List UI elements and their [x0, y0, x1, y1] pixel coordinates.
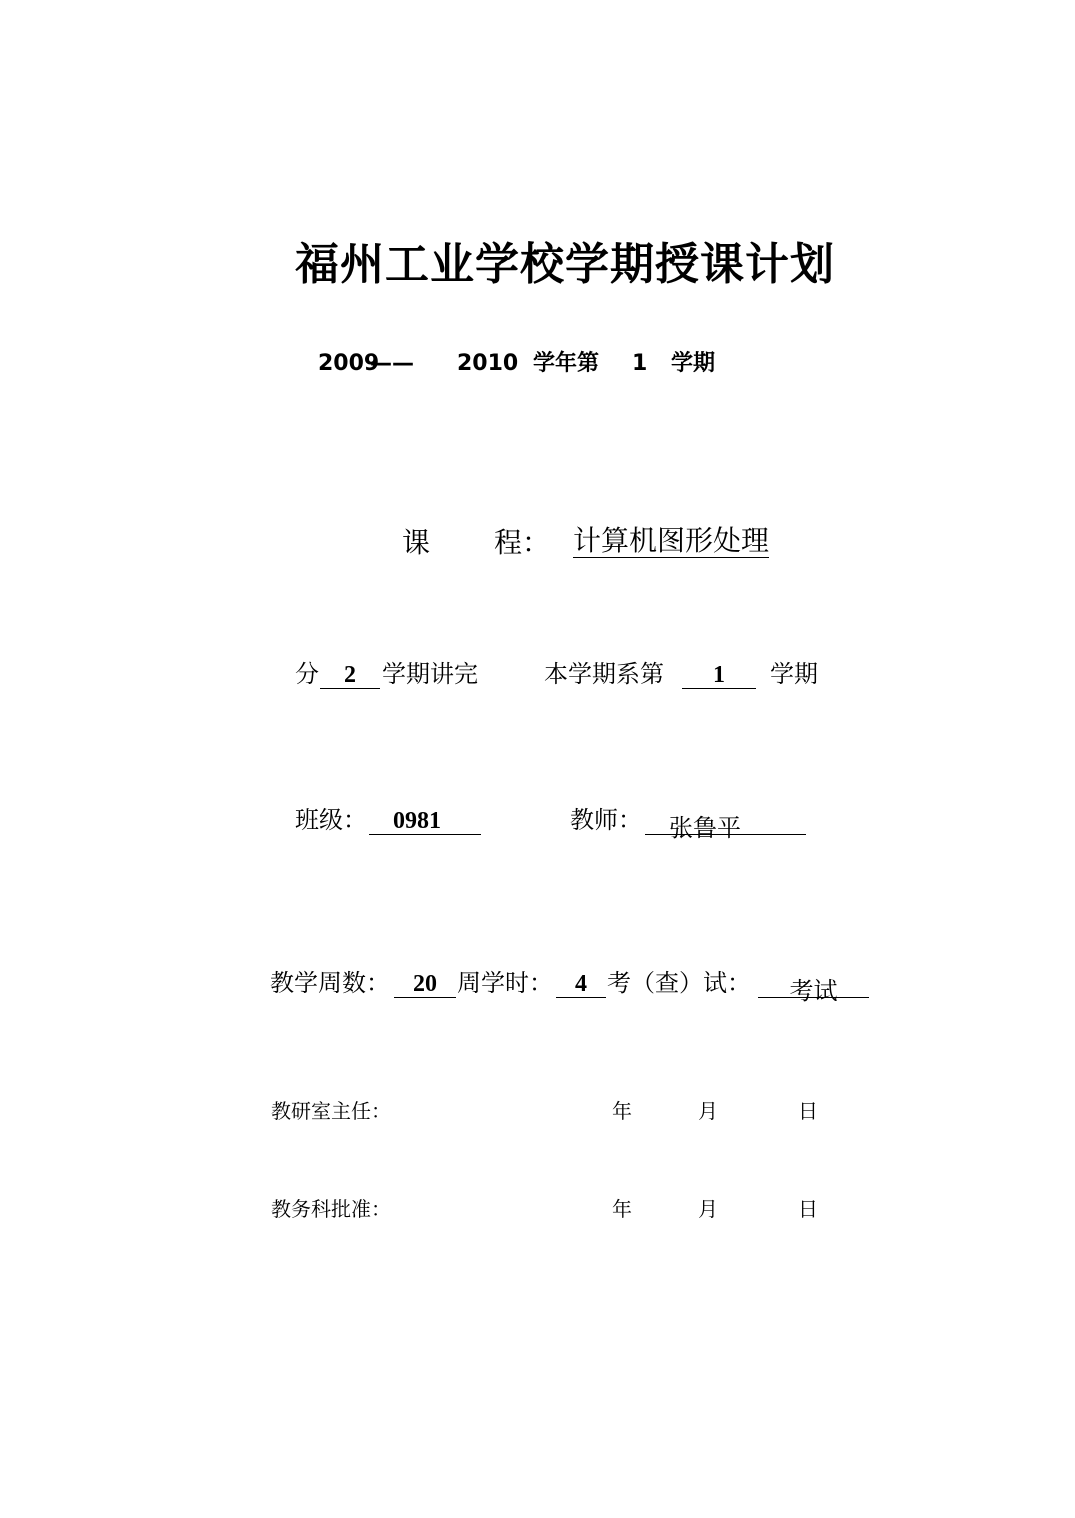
page-title: 福州工业学校学期授课计划 [295, 239, 835, 290]
course-label-a: 课 [402, 526, 431, 559]
end-year: 2010 [457, 351, 519, 376]
approval-day: 日 [798, 1197, 818, 1221]
weeks-field [394, 971, 456, 998]
approval-month: 月 [698, 1099, 718, 1123]
class-field [369, 808, 481, 835]
term-label: 学期 [671, 351, 716, 376]
academic-year-label: 学年第 [533, 351, 600, 376]
approval-label: 教务科批准： [271, 1197, 391, 1221]
exam-label: 考（查）试： [607, 969, 751, 997]
approval-label: 教研室主任： [271, 1099, 391, 1123]
hours-field [556, 971, 606, 998]
teacher-label: 教师： [570, 806, 642, 834]
weeks-value: 20 [413, 971, 437, 997]
hours-label: 周学时： [457, 969, 553, 997]
approval-day: 日 [798, 1099, 818, 1123]
hours-value: 4 [575, 971, 587, 997]
current-term-field [682, 662, 756, 689]
terms-prefix: 分 [295, 660, 319, 688]
total-terms-value: 2 [344, 662, 356, 688]
teacher-value: 张鲁平 [669, 814, 741, 842]
year-dash: —— [370, 351, 414, 376]
approval-month: 月 [698, 1197, 718, 1221]
weeks-label: 教学周数： [270, 969, 390, 997]
terms-suffix: 学期讲完 [382, 660, 478, 688]
term-number: 1 [632, 351, 648, 376]
course-label-b: 程： [494, 526, 551, 559]
course-name: 计算机图形处理 [573, 524, 770, 557]
current-term-suffix: 学期 [770, 660, 818, 688]
exam-field [758, 971, 869, 1005]
class-value: 0981 [393, 808, 441, 834]
approval-year: 年 [612, 1197, 632, 1221]
class-label: 班级： [295, 806, 367, 834]
total-terms-field [320, 662, 380, 689]
current-term-label: 本学期系第 [544, 660, 664, 688]
exam-value: 考试 [789, 977, 838, 1005]
approval-year: 年 [612, 1099, 632, 1123]
start-year: 2009 [318, 351, 380, 376]
current-term-value: 1 [713, 662, 725, 688]
teacher-field [645, 808, 806, 842]
